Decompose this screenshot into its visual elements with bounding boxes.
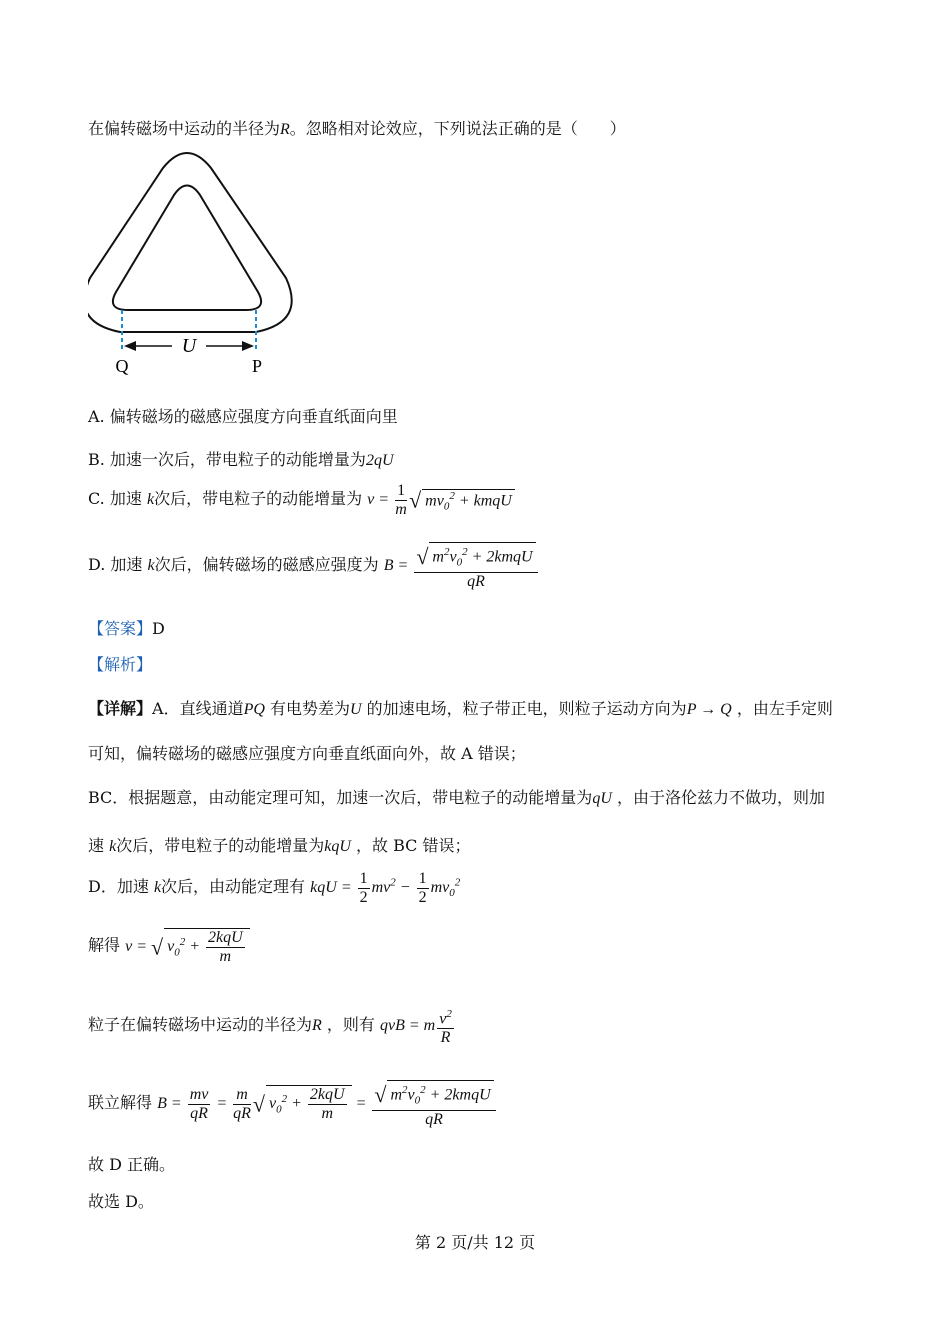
detail-r: R bbox=[312, 1016, 322, 1034]
answer-tag: 【答案】 bbox=[88, 619, 153, 638]
detail-solve: 解得 bbox=[88, 935, 121, 955]
option-d[interactable] bbox=[88, 542, 540, 591]
option-c-formula: v = $\frac{1}{m}$ √ $mv_0^2$ + kmqU bbox=[367, 491, 515, 508]
detail-d-line1 bbox=[88, 870, 460, 907]
detail-radius-line bbox=[88, 1005, 456, 1047]
velocity-formula: v = √ $v_0^2$ + $\frac{\text{2kqU}}{m}$ bbox=[125, 938, 250, 955]
detail-d2: 次后，由动能定理有 bbox=[161, 877, 306, 897]
inner-track-path bbox=[113, 186, 261, 311]
detail-a-line2 bbox=[88, 741, 526, 764]
intro-prefix: 在偏转磁场中运动的半径为 bbox=[88, 119, 281, 138]
detail-bc-line1 bbox=[88, 785, 825, 808]
detail-bc4: 次后，带电粒子的动能增量为 bbox=[116, 836, 325, 855]
option-b-math: 2qU bbox=[365, 452, 394, 469]
option-d-k: k bbox=[147, 556, 155, 574]
option-c-label: C. 加速 bbox=[88, 489, 142, 509]
detail-u: U bbox=[350, 701, 362, 718]
detail-combine: 联立解得 bbox=[88, 1092, 153, 1112]
option-d-formula: B = $\frac{√ m^2v_0^2 + 2kmqU}{qR}$ bbox=[384, 557, 540, 574]
intro-suffix: 。忽略相对论效应，下列说法正确的是（ ） bbox=[289, 119, 626, 138]
question-intro bbox=[88, 116, 626, 139]
direction-p-to-q: P → Q bbox=[686, 701, 732, 718]
field-formula: B = $\frac{mv}{qR}$ = $\frac{m}{qR}$ √ $v_0^2$ + $\frac{\text{2kqU}}{m}$ = $\frac{√ m^2v_0^2 + 2kmqU}{qR}$ bbox=[157, 1095, 498, 1112]
option-c-text: 次后，带电粒子的动能增量为 bbox=[154, 489, 363, 509]
detail-d-k: k bbox=[153, 879, 162, 897]
detail-bc2: ，由于洛伦兹力不做功，则加 bbox=[616, 788, 825, 807]
detail-bc-k: k bbox=[109, 838, 117, 855]
label-q: Q bbox=[115, 356, 129, 376]
detail-bc1: BC．根据题意，由动能定理可知，加速一次后，带电粒子的动能增量为 bbox=[88, 788, 593, 807]
channel-pq: PQ bbox=[243, 701, 265, 718]
detail-a1: A．直线通道 bbox=[152, 699, 244, 718]
analysis-line bbox=[88, 652, 152, 675]
option-b[interactable] bbox=[88, 447, 394, 470]
detail-qu: qU bbox=[592, 790, 612, 807]
detail-bc5: ，故 BC 错误； bbox=[355, 836, 471, 855]
detail-bc-line2 bbox=[88, 833, 470, 856]
option-a[interactable] bbox=[88, 404, 398, 427]
arrow-left-head bbox=[124, 341, 136, 351]
detail-d1: D．加速 bbox=[88, 877, 149, 897]
detail-solve-line bbox=[88, 928, 250, 966]
detail-a4: ，由左手定则 bbox=[736, 699, 833, 718]
option-a-text: A. 偏转磁场的磁感应强度方向垂直纸面向里 bbox=[88, 407, 398, 426]
detail-d-correct bbox=[88, 1152, 175, 1175]
label-p: P bbox=[251, 356, 263, 376]
option-b-text: B. 加速一次后，带电粒子的动能增量为 bbox=[88, 450, 366, 469]
detail-choose bbox=[88, 1189, 154, 1212]
option-d-text: 次后，偏转磁场的磁感应强度为 bbox=[154, 554, 379, 574]
radius-symbol: R bbox=[280, 121, 290, 138]
detail-d-correct-text: 故 D 正确。 bbox=[88, 1155, 176, 1174]
option-d-label: D. 加速 bbox=[88, 554, 143, 574]
detail-combine-line bbox=[88, 1080, 498, 1129]
answer-value: D bbox=[152, 619, 165, 638]
energy-equation: kqU = $\frac{1}{2}$ $mv^2$ − $\frac{1}{2}$ $mv_0^2$ bbox=[310, 870, 461, 906]
detail-bc3: 速 bbox=[88, 836, 105, 855]
detail-a3: 的加速电场，粒子带正电，则粒子运动方向为 bbox=[366, 699, 687, 718]
option-c[interactable] bbox=[88, 482, 515, 519]
option-c-k: k bbox=[146, 491, 155, 509]
detail-radius1: 粒子在偏转磁场中运动的半径为 bbox=[88, 1014, 313, 1034]
track-diagram bbox=[88, 150, 303, 382]
detail-a2: 有电势差为 bbox=[270, 699, 351, 718]
analysis-tag: 【解析】 bbox=[88, 655, 153, 674]
voltage-label: U bbox=[181, 335, 197, 357]
lorentz-equation: qvB = m $\frac{v^2}{R}$ bbox=[380, 1017, 456, 1034]
detail-kqu: kqU bbox=[324, 838, 351, 855]
detail-a-line1 bbox=[88, 696, 833, 719]
page-footer: 第 2 页/共 12 页 bbox=[414, 1233, 536, 1252]
arrow-right-head bbox=[242, 341, 254, 351]
detail-choose-text: 故选 D。 bbox=[88, 1192, 154, 1211]
detail-radius2: ，则有 bbox=[326, 1014, 375, 1034]
answer-line bbox=[88, 616, 165, 639]
detail-a5: 可知，偏转磁场的磁感应强度方向垂直纸面向外，故 A 错误； bbox=[88, 744, 526, 763]
detail-tag: 【详解】 bbox=[88, 699, 153, 718]
